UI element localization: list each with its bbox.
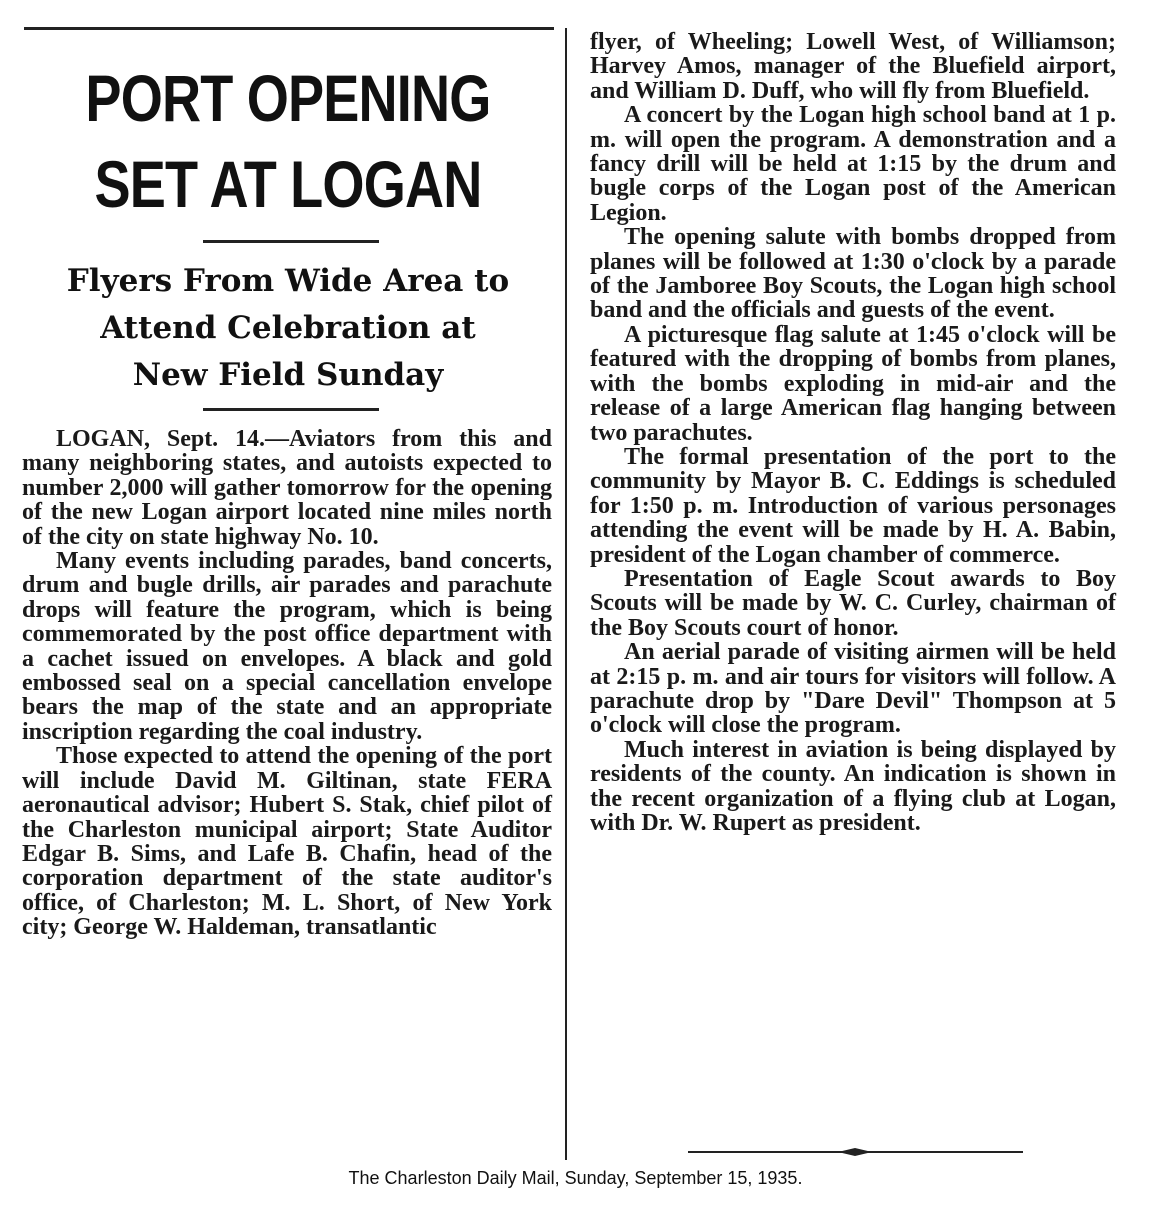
article-paragraph: Presentation of Eagle Scout awards to Boy Scouts will be made by W. C. Curley, chairman of the Boy Scouts court of honor. xyxy=(590,565,1116,641)
article-paragraph: Much interest in aviation is being displayed by residents of the county. An indication is shown in the recent organization of a flying club at Logan, with Dr. W. Rupert as president. xyxy=(590,736,1116,836)
article-paragraph: The opening salute with bombs dropped from planes will be followed at 1:30 o'clock by a parade of the Jamboree Boy Scouts, the Logan high school band and the officials and guests of the event. xyxy=(590,224,1116,324)
dateline: LOGAN, Sept. 14. xyxy=(56,426,266,452)
image-caption: The Charleston Daily Mail, Sunday, September 15, 1935. xyxy=(348,1168,803,1188)
article-paragraph: Many events including parades, band concerts, drum and bugle drills, air parades and parachute drops will feature the program, which is being commemorated by the post office department with a cachet issued on envelopes. A black and gold embossed seal on a special cancellation envelope bears the map of the state and an appropriate inscription regarding the coal industry. xyxy=(22,548,552,745)
article-paragraph: Those expected to attend the opening of the port will include David M. Giltinan, state FERA aeronautical advisor; Hubert S. Stak, chief pilot of the Charleston municipal airport; State Auditor Edgar B. Sims, and Lafe B. Chafin, head of the corporation department of the state auditor's office, of Charleston; M. L. Short, of New York city; George W. Haldeman, transatlantic xyxy=(22,743,552,941)
subhead-line-3: New Field Sunday xyxy=(132,357,444,393)
article-paragraph: flyer, of Wheeling; Lowell West, of Williamson; Harvey Amos, manager of the Bluefield airport, and William D. Duff, who will fly from Bluefield. xyxy=(590,29,1116,104)
headline xyxy=(67,55,510,227)
headline-line-1: PORT OPENING xyxy=(85,61,491,135)
subhead-line-1: Flyers From Wide Area to xyxy=(66,263,510,299)
subhead-rule xyxy=(203,408,379,411)
article-paragraph: An aerial parade of visiting airmen will be held at 2:15 p. m. and air tours for visitors will follow. A parachute drop by "Dare Devil" Thompson at 5 o'clock will close the program. xyxy=(590,639,1116,739)
article-body-left-column xyxy=(22,427,552,940)
article-paragraph: A picturesque flag salute at 1:45 o'clock will be featured with the dropping of bombs from planes, with the bombs exploding in mid-air and the release of a large American flag hanging between two parachutes. xyxy=(590,321,1116,446)
article-paragraph xyxy=(22,427,552,549)
top-rule xyxy=(24,27,554,30)
subheadline xyxy=(18,258,558,399)
article-body-right-column xyxy=(590,30,1116,835)
subhead-line-2: Attend Celebration at xyxy=(100,310,476,346)
headline-rule xyxy=(203,240,379,243)
headline-line-2: SET AT LOGAN xyxy=(94,147,482,221)
article-paragraph: A concert by the Logan high school band at 1 p. m. will open the program. A demonstration and a fancy drill will be held at 1:15 by the drum and bugle corps of the Logan post of the American Legion. xyxy=(590,102,1116,226)
end-ornament-dash xyxy=(688,1148,1023,1156)
column-divider xyxy=(565,28,567,1160)
paragraph-text: —Aviators from this and many neighboring states, and autoists expected to number 2,000 will gather tomorrow for the opening of the new Logan airport located nine miles north of the city on state highway No. 10. xyxy=(22,426,552,550)
article-paragraph: The formal presentation of the port to the community by Mayor B. C. Eddings is scheduled for 1:50 p. m. Introduction of various personages attending the event will be made by H. A. Babin, president of the Logan chamber of commerce. xyxy=(590,443,1116,568)
